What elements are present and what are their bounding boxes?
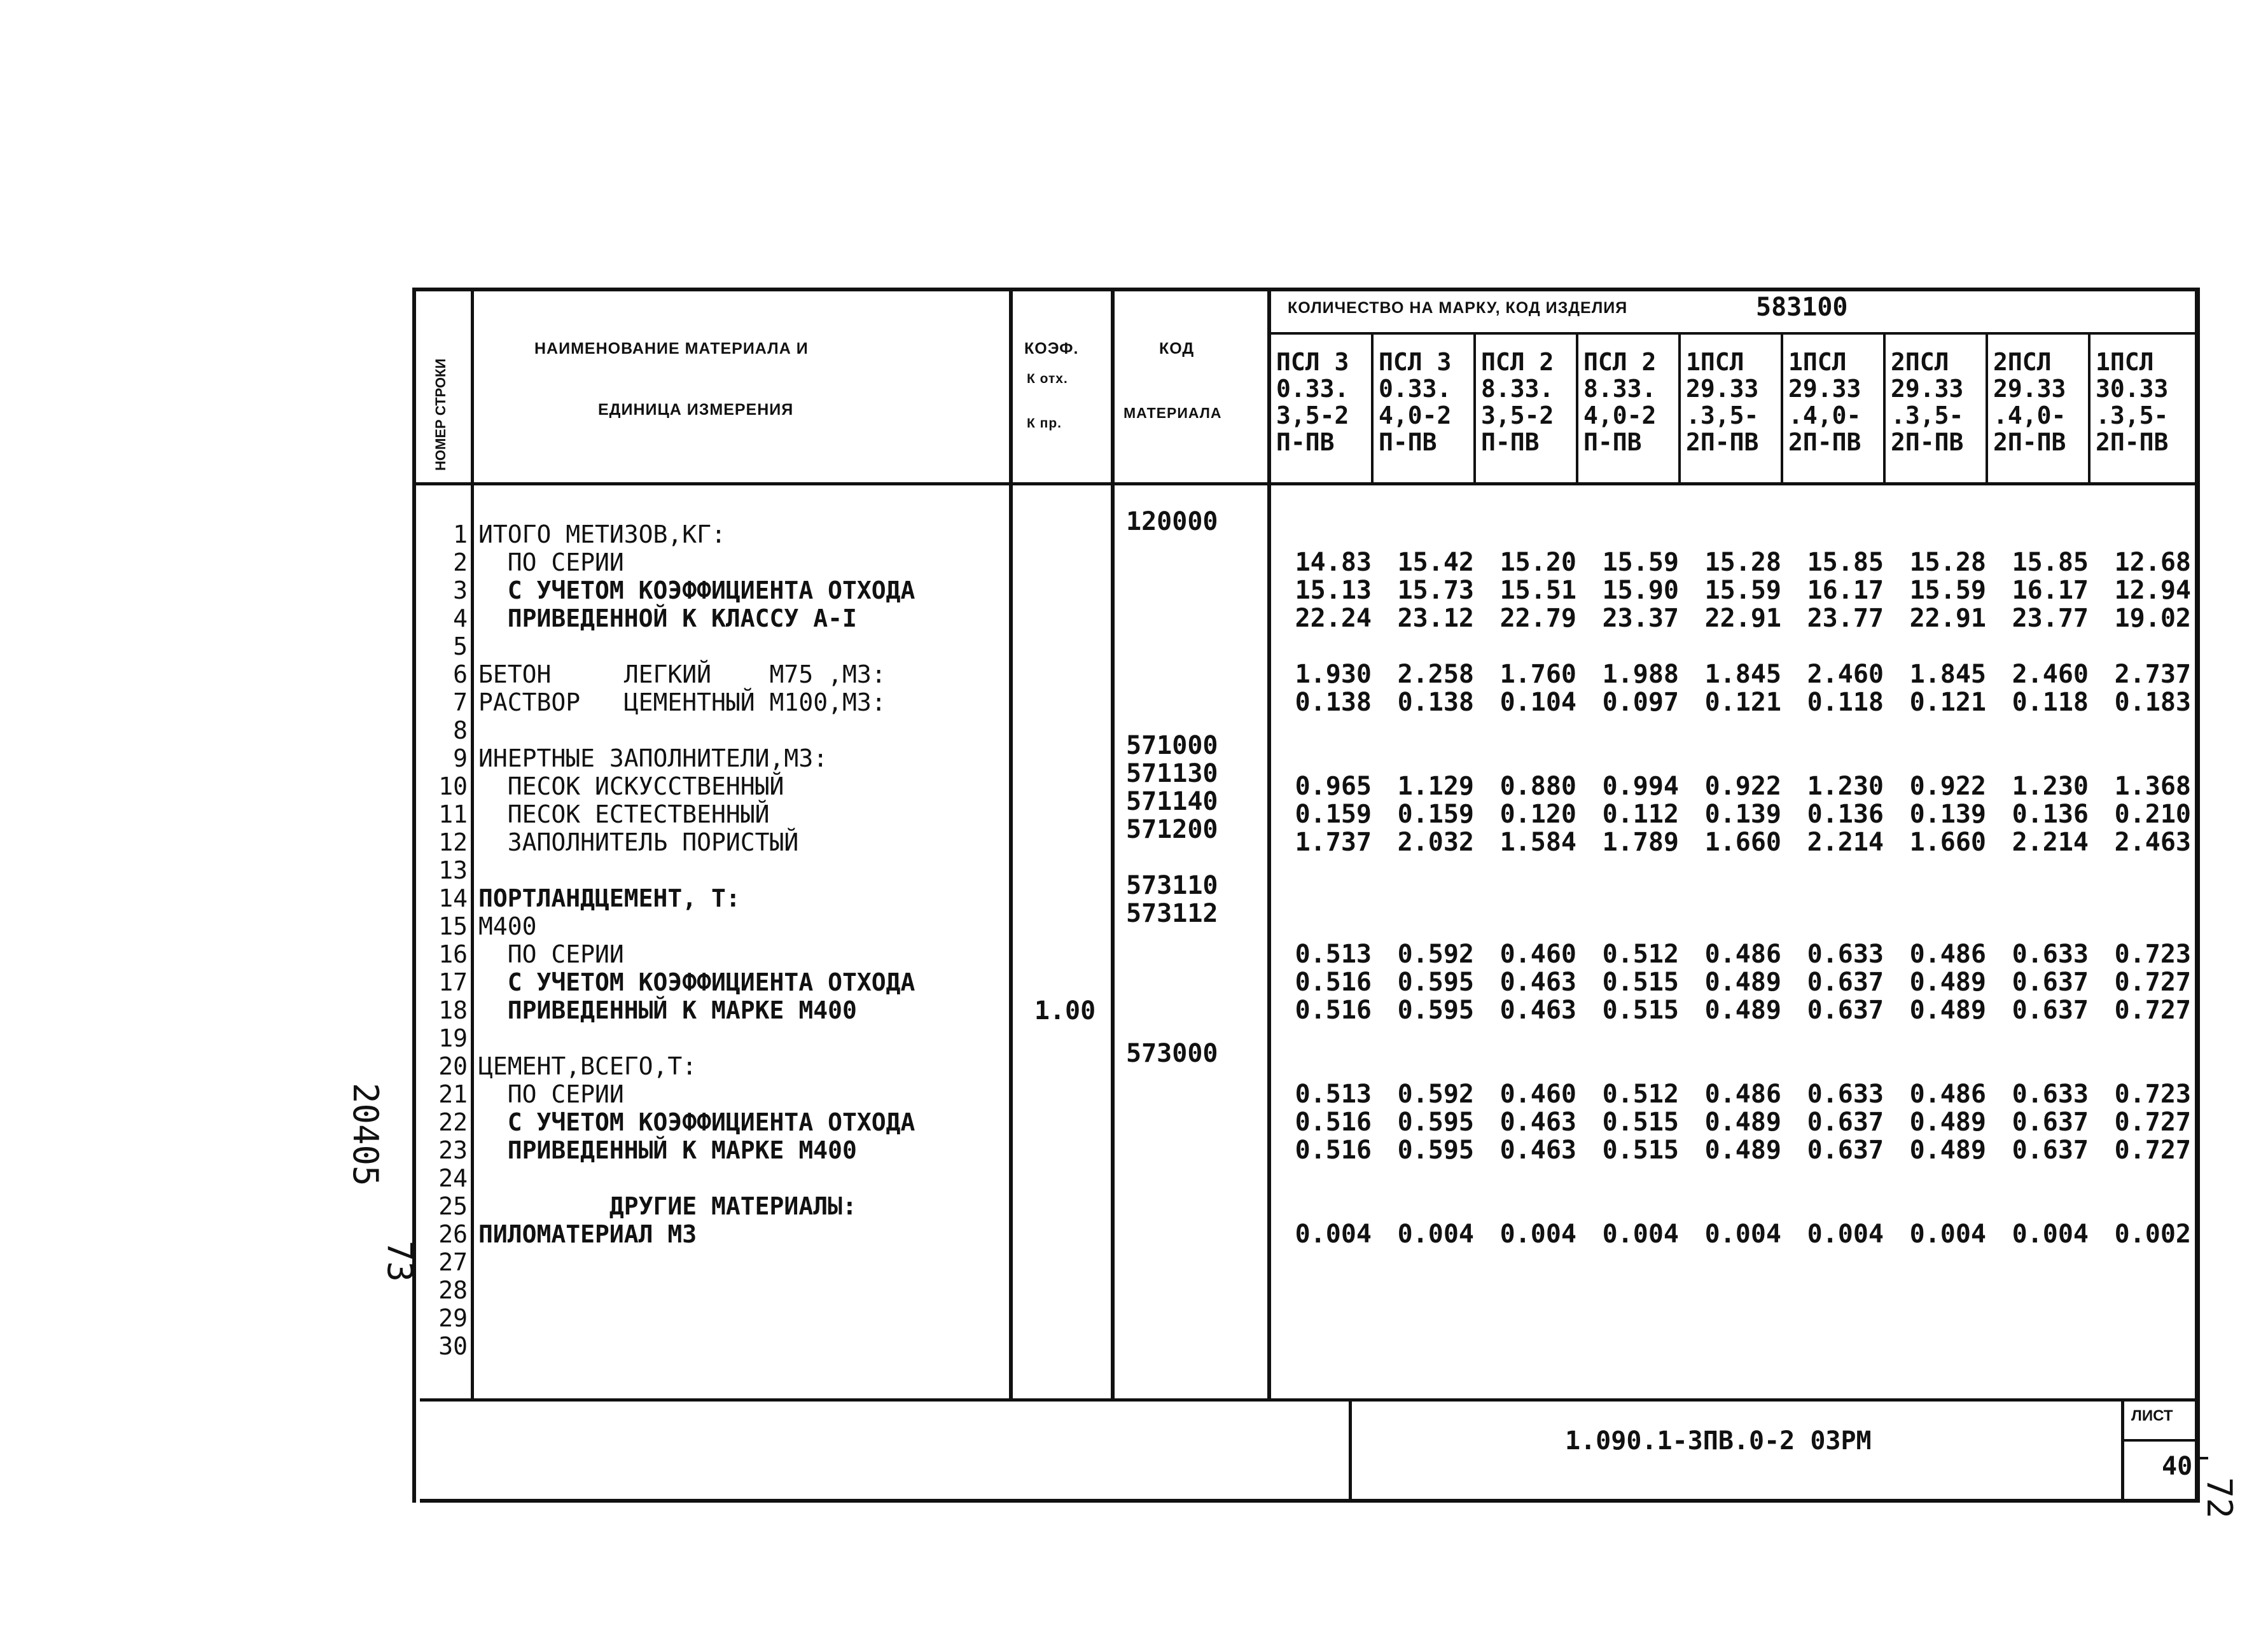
- row-number: 14: [438, 884, 468, 912]
- quantity-cell: 0.637: [2012, 1108, 2089, 1137]
- quantity-cell: 0.727: [2114, 1136, 2191, 1165]
- row-number: 5: [453, 632, 468, 660]
- quantity-cell: 0.460: [1499, 1080, 1576, 1109]
- quantity-cell: 15.28: [1909, 548, 1986, 577]
- quantity-cell: 0.120: [1499, 800, 1576, 829]
- row-number: 29: [438, 1304, 468, 1332]
- quantity-cell: 2.460: [1807, 660, 1884, 689]
- quantity-cell: 0.595: [1397, 996, 1474, 1025]
- quantity-cell: 1.660: [1704, 828, 1781, 857]
- document-code: 1.090.1-ЗПВ.0-2 03РМ: [1565, 1426, 1872, 1456]
- material-code: 571200: [1126, 815, 1218, 844]
- quantity-cell: 0.104: [1499, 688, 1576, 717]
- quantity-cell: 15.85: [1807, 548, 1884, 577]
- quantity-cell: 22.79: [1499, 604, 1576, 633]
- quantity-cell: 0.004: [1295, 1220, 1372, 1249]
- quantity-cell: 0.463: [1499, 968, 1576, 997]
- quantity-cell: 0.210: [2114, 800, 2191, 829]
- quantity-cell: 0.486: [1909, 1080, 1986, 1109]
- column-header-7: 2ПСЛ 29.33 .3,5- 2П-ПВ: [1891, 349, 1964, 456]
- material-name: С УЧЕТОМ КОЭФФИЦИЕНТА ОТХОДА: [478, 576, 915, 604]
- quantity-cell: 2.737: [2114, 660, 2191, 689]
- quantity-cell: 0.489: [1704, 996, 1781, 1025]
- row-number: 10: [438, 772, 468, 800]
- row-number: 1: [453, 520, 468, 548]
- row-number: 11: [438, 800, 468, 828]
- coef-header-line1: КОЭФ.: [1024, 340, 1079, 358]
- quantity-cell: 1.930: [1295, 660, 1372, 689]
- material-name: ПРИВЕДЕННЫЙ К МАРКЕ М400: [478, 1136, 857, 1164]
- quantity-cell: 15.42: [1397, 548, 1474, 577]
- quantity-cell: 0.489: [1909, 968, 1986, 997]
- material-name: ЦЕМЕНТ,ВСЕГО,Т:: [478, 1052, 697, 1080]
- row-number: 18: [438, 996, 468, 1024]
- material-name: РАСТВОР ЦЕМЕНТНЫЙ М100,М3:: [478, 688, 886, 716]
- quantity-cell: 0.463: [1499, 1136, 1576, 1165]
- quantity-cell: 15.13: [1295, 576, 1372, 605]
- quantity-cell: 0.138: [1295, 688, 1372, 717]
- code-header-line2: МАТЕРИАЛА: [1124, 405, 1222, 421]
- quantity-cell: 2.214: [1807, 828, 1884, 857]
- quantity-cell: 1.845: [1704, 660, 1781, 689]
- row-number: 24: [438, 1164, 468, 1192]
- sheet-label: ЛИСТ: [2131, 1407, 2173, 1424]
- row-number: 4: [453, 604, 468, 632]
- quantity-cell: 0.486: [1704, 1080, 1781, 1109]
- quantity-cell: 0.637: [2012, 1136, 2089, 1165]
- quantity-cell: 22.24: [1295, 604, 1372, 633]
- quantity-cell: 0.121: [1909, 688, 1986, 717]
- quantity-cell: 0.637: [1807, 1108, 1884, 1137]
- quantity-cell: 0.512: [1602, 1080, 1679, 1109]
- quantity-cell: 1.368: [2114, 772, 2191, 801]
- quantity-cell: 0.004: [1909, 1220, 1986, 1249]
- quantity-cell: 0.592: [1397, 940, 1474, 969]
- quantity-cell: 15.59: [1909, 576, 1986, 605]
- material-name: С УЧЕТОМ КОЭФФИЦИЕНТА ОТХОДА: [478, 1108, 915, 1136]
- row-number: 23: [438, 1136, 468, 1164]
- quantity-header: КОЛИЧЕСТВО НА МАРКУ, КОД ИЗДЕЛИЯ: [1288, 299, 1628, 317]
- row-number: 6: [453, 660, 468, 688]
- material-name: ЗАПОЛНИТЕЛЬ ПОРИСТЫЙ: [478, 828, 799, 856]
- quantity-cell: 0.723: [2114, 1080, 2191, 1109]
- quantity-cell: 0.118: [2012, 688, 2089, 717]
- material-name: ПОРТЛАНДЦЕМЕНТ, Т:: [478, 884, 741, 912]
- quantity-cell: 0.159: [1397, 800, 1474, 829]
- material-code: 120000: [1126, 507, 1218, 536]
- quantity-cell: 0.633: [2012, 940, 2089, 969]
- column-header-5: 1ПСЛ 29.33 .3,5- 2П-ПВ: [1686, 349, 1759, 456]
- quantity-cell: 16.17: [2012, 576, 2089, 605]
- margin-note-left-small: 73: [380, 1241, 420, 1283]
- quantity-cell: 0.118: [1807, 688, 1884, 717]
- column-header-3: ПСЛ 2 8.33. 3,5-2 П-ПВ: [1481, 349, 1554, 456]
- quantity-cell: 0.516: [1295, 1136, 1372, 1165]
- quantity-cell: 0.513: [1295, 940, 1372, 969]
- quantity-cell: 22.91: [1704, 604, 1781, 633]
- quantity-cell: 0.512: [1602, 940, 1679, 969]
- quantity-cell: 0.880: [1499, 772, 1576, 801]
- quantity-cell: 1.660: [1909, 828, 1986, 857]
- quantity-cell: 0.004: [1499, 1220, 1576, 1249]
- column-header-9: 1ПСЛ 30.33 .3,5- 2П-ПВ: [2096, 349, 2169, 456]
- code-header-line1: КОД: [1159, 340, 1195, 358]
- quantity-cell: 23.77: [2012, 604, 2089, 633]
- quantity-cell: 15.59: [1704, 576, 1781, 605]
- quantity-cell: 0.460: [1499, 940, 1576, 969]
- quantity-cell: 0.139: [1909, 800, 1986, 829]
- quantity-cell: 0.121: [1704, 688, 1781, 717]
- quantity-cell: 15.90: [1602, 576, 1679, 605]
- quantity-cell: 15.59: [1602, 548, 1679, 577]
- material-name: ПРИВЕДЕННЫЙ К МАРКЕ М400: [478, 996, 857, 1024]
- quantity-cell: 0.004: [1807, 1220, 1884, 1249]
- material-name: ПЕСОК ЕСТЕСТВЕННЫЙ: [478, 800, 770, 828]
- material-code: 573112: [1126, 899, 1218, 928]
- quantity-cell: 0.637: [1807, 996, 1884, 1025]
- row-number: 2: [453, 548, 468, 576]
- material-code: 573000: [1126, 1039, 1218, 1068]
- quantity-cell: 0.097: [1602, 688, 1679, 717]
- quantity-cell: 0.637: [2012, 968, 2089, 997]
- quantity-cell: 1.845: [1909, 660, 1986, 689]
- row-number: 21: [438, 1080, 468, 1108]
- quantity-cell: 1.789: [1602, 828, 1679, 857]
- row-number: 19: [438, 1024, 468, 1052]
- row-number: 25: [438, 1192, 468, 1220]
- quantity-cell: 2.460: [2012, 660, 2089, 689]
- material-name: С УЧЕТОМ КОЭФФИЦИЕНТА ОТХОДА: [478, 968, 915, 996]
- quantity-cell: 1.760: [1499, 660, 1576, 689]
- material-name: ПРИВЕДЕННОЙ К КЛАССУ А-I: [478, 604, 857, 632]
- material-name: ИНЕРТНЫЕ ЗАПОЛНИТЕЛИ,М3:: [478, 744, 828, 772]
- quantity-cell: 0.727: [2114, 1108, 2191, 1137]
- quantity-cell: 12.94: [2114, 576, 2191, 605]
- column-header-4: ПСЛ 2 8.33. 4,0-2 П-ПВ: [1583, 349, 1657, 456]
- quantity-cell: 0.136: [1807, 800, 1884, 829]
- quantity-cell: 0.965: [1295, 772, 1372, 801]
- quantity-cell: 0.486: [1909, 940, 1986, 969]
- quantity-cell: 0.595: [1397, 968, 1474, 997]
- row-number: 12: [438, 828, 468, 856]
- quantity-cell: 1.230: [2012, 772, 2089, 801]
- quantity-cell: 0.489: [1909, 996, 1986, 1025]
- quantity-cell: 0.637: [1807, 968, 1884, 997]
- quantity-cell: 0.138: [1397, 688, 1474, 717]
- quantity-cell: 0.513: [1295, 1080, 1372, 1109]
- row-number: 9: [453, 744, 468, 772]
- quantity-cell: 0.723: [2114, 940, 2191, 969]
- name-header-line1: НАИМЕНОВАНИЕ МАТЕРИАЛА И: [534, 340, 809, 358]
- quantity-cell: 0.515: [1602, 996, 1679, 1025]
- material-name: ПО СЕРИИ: [478, 1080, 624, 1108]
- column-header-1: ПСЛ 3 0.33. 3,5-2 П-ПВ: [1276, 349, 1349, 456]
- quantity-cell: 2.463: [2114, 828, 2191, 857]
- row-number: 17: [438, 968, 468, 996]
- material-name: ДРУГИЕ МАТЕРИАЛЫ:: [478, 1192, 857, 1220]
- row-number: 22: [438, 1108, 468, 1136]
- quantity-cell: 2.032: [1397, 828, 1474, 857]
- quantity-cell: 15.20: [1499, 548, 1576, 577]
- row-number: 15: [438, 912, 468, 940]
- quantity-cell: 0.183: [2114, 688, 2191, 717]
- coef-header-line3: К пр.: [1027, 416, 1062, 431]
- row-number-header: НОМЕР СТРОКИ: [433, 358, 449, 471]
- quantity-cell: 15.28: [1704, 548, 1781, 577]
- row-number: 27: [438, 1248, 468, 1276]
- quantity-cell: 0.004: [1397, 1220, 1474, 1249]
- quantity-cell: 1.230: [1807, 772, 1884, 801]
- quantity-cell: 0.637: [2012, 996, 2089, 1025]
- quantity-cell: 0.516: [1295, 1108, 1372, 1137]
- quantity-cell: 0.516: [1295, 968, 1372, 997]
- row-number: 28: [438, 1276, 468, 1304]
- quantity-cell: 0.633: [1807, 1080, 1884, 1109]
- quantity-cell: 0.002: [2114, 1220, 2191, 1249]
- quantity-cell: 12.68: [2114, 548, 2191, 577]
- row-number: 20: [438, 1052, 468, 1080]
- quantity-cell: 0.463: [1499, 996, 1576, 1025]
- coefficient-value: 1.00: [1034, 996, 1096, 1026]
- quantity-cell: 0.515: [1602, 968, 1679, 997]
- quantity-cell: 22.91: [1909, 604, 1986, 633]
- material-name: ПО СЕРИИ: [478, 548, 624, 576]
- material-code: 573110: [1126, 871, 1218, 900]
- quantity-cell: 14.83: [1295, 548, 1372, 577]
- name-header-line2: ЕДИНИЦА ИЗМЕРЕНИЯ: [598, 401, 794, 419]
- quantity-cell: 0.595: [1397, 1108, 1474, 1137]
- row-number: 8: [453, 716, 468, 744]
- quantity-cell: 1.584: [1499, 828, 1576, 857]
- quantity-cell: 0.112: [1602, 800, 1679, 829]
- quantity-cell: 0.004: [1602, 1220, 1679, 1249]
- quantity-cell: 0.489: [1704, 1136, 1781, 1165]
- column-header-2: ПСЛ 3 0.33. 4,0-2 П-ПВ: [1379, 349, 1452, 456]
- quantity-cell: 0.159: [1295, 800, 1372, 829]
- quantity-cell: 15.51: [1499, 576, 1576, 605]
- material-name: ПО СЕРИИ: [478, 940, 624, 968]
- material-name: ИТОГО МЕТИЗОВ,КГ:: [478, 520, 726, 548]
- quantity-cell: 0.922: [1909, 772, 1986, 801]
- column-header-8: 2ПСЛ 29.33 .4,0- 2П-ПВ: [1993, 349, 2066, 456]
- quantity-cell: 0.136: [2012, 800, 2089, 829]
- material-code: 571000: [1126, 731, 1218, 760]
- quantity-cell: 15.73: [1397, 576, 1474, 605]
- quantity-cell: 0.994: [1602, 772, 1679, 801]
- margin-note-left: 20405: [345, 1083, 386, 1186]
- row-number: 7: [453, 688, 468, 716]
- column-header-6: 1ПСЛ 29.33 .4,0- 2П-ПВ: [1788, 349, 1861, 456]
- quantity-cell: 0.515: [1602, 1136, 1679, 1165]
- margin-note-right: 72: [2199, 1477, 2239, 1519]
- quantity-cell: 0.489: [1909, 1136, 1986, 1165]
- quantity-cell: 23.37: [1602, 604, 1679, 633]
- sheet-number: 40: [2162, 1452, 2193, 1481]
- quantity-cell: 0.004: [2012, 1220, 2089, 1249]
- quantity-cell: 0.922: [1704, 772, 1781, 801]
- quantity-cell: 2.258: [1397, 660, 1474, 689]
- row-number: 16: [438, 940, 468, 968]
- material-name: М400: [478, 912, 537, 940]
- material-code: 571130: [1126, 759, 1218, 788]
- quantity-cell: 0.515: [1602, 1108, 1679, 1137]
- quantity-cell: 0.516: [1295, 996, 1372, 1025]
- quantity-cell: 1.129: [1397, 772, 1474, 801]
- row-number: 3: [453, 576, 468, 604]
- quantity-cell: 15.85: [2012, 548, 2089, 577]
- quantity-cell: 0.004: [1704, 1220, 1781, 1249]
- quantity-cell: 0.727: [2114, 996, 2191, 1025]
- quantity-cell: 0.595: [1397, 1136, 1474, 1165]
- row-number: 13: [438, 856, 468, 884]
- product-code: 583100: [1756, 293, 1848, 322]
- quantity-cell: 0.489: [1704, 968, 1781, 997]
- quantity-cell: 0.637: [1807, 1136, 1884, 1165]
- quantity-cell: 16.17: [1807, 576, 1884, 605]
- quantity-cell: 1.988: [1602, 660, 1679, 689]
- quantity-cell: 0.592: [1397, 1080, 1474, 1109]
- quantity-cell: 0.463: [1499, 1108, 1576, 1137]
- quantity-cell: 0.486: [1704, 940, 1781, 969]
- row-number: 26: [438, 1220, 468, 1248]
- quantity-cell: 1.737: [1295, 828, 1372, 857]
- quantity-cell: 19.02: [2114, 604, 2191, 633]
- material-name: БЕТОН ЛЕГКИЙ М75 ,М3:: [478, 660, 886, 688]
- quantity-cell: 23.12: [1397, 604, 1474, 633]
- quantity-cell: 0.489: [1704, 1108, 1781, 1137]
- row-number: 30: [438, 1332, 468, 1360]
- material-name: ПЕСОК ИСКУССТВЕННЫЙ: [478, 772, 784, 800]
- quantity-cell: 0.633: [2012, 1080, 2089, 1109]
- material-code: 571140: [1126, 787, 1218, 816]
- quantity-cell: 0.633: [1807, 940, 1884, 969]
- quantity-cell: 0.727: [2114, 968, 2191, 997]
- material-name: ПИЛОМАТЕРИАЛ М3: [478, 1220, 697, 1248]
- quantity-cell: 23.77: [1807, 604, 1884, 633]
- quantity-cell: 0.139: [1704, 800, 1781, 829]
- quantity-cell: 0.489: [1909, 1108, 1986, 1137]
- quantity-cell: 2.214: [2012, 828, 2089, 857]
- coef-header-line2: К отх.: [1027, 372, 1068, 386]
